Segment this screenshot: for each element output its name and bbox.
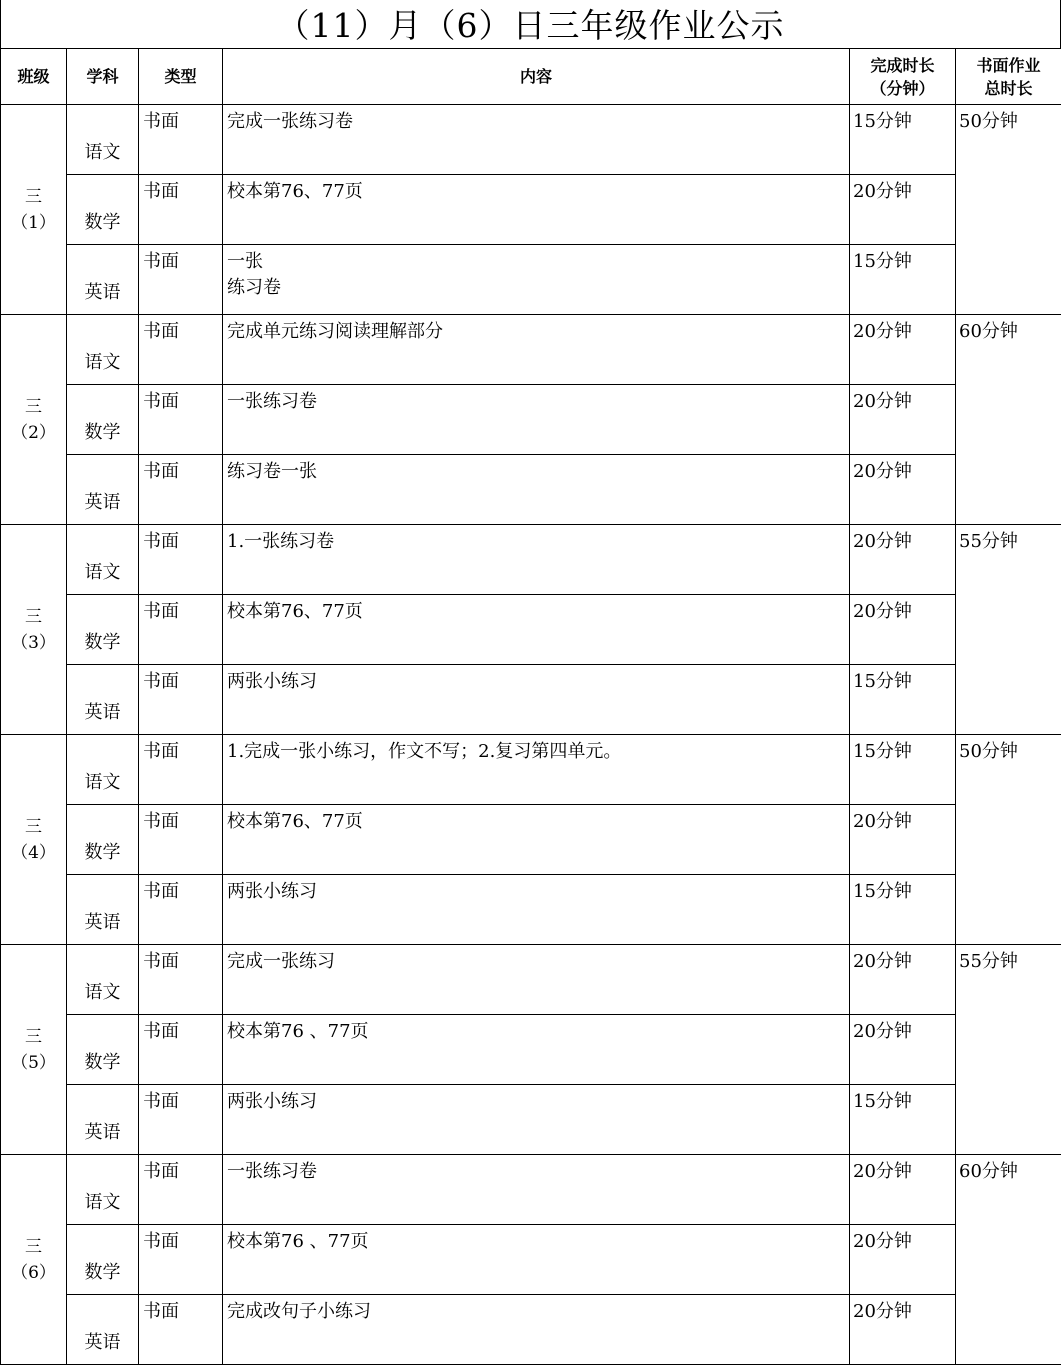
class-cell <box>1 735 67 945</box>
subject-cell: 数学 <box>67 595 139 665</box>
subject-cell: 数学 <box>67 1225 139 1295</box>
table-row <box>1 595 1061 665</box>
class-number: （3） <box>11 632 56 653</box>
duration-cell: 20分钟 <box>850 455 956 525</box>
subject-cell: 语文 <box>67 1155 139 1225</box>
header-class: 班级 <box>1 49 67 105</box>
table-row <box>1 525 1061 595</box>
header-duration-line2: （分钟） <box>870 78 935 98</box>
type-cell: 书面 <box>139 1085 223 1155</box>
class-grade: 三 <box>25 816 42 837</box>
table-row <box>1 175 1061 245</box>
type-cell: 书面 <box>139 525 223 595</box>
table-row <box>1 315 1061 385</box>
content-cell <box>223 315 850 385</box>
duration-cell: 20分钟 <box>850 385 956 455</box>
table-row <box>1 1225 1061 1295</box>
type-cell: 书面 <box>139 1295 223 1365</box>
content-line: 练习卷 <box>227 277 281 298</box>
duration-cell: 15分钟 <box>850 735 956 805</box>
type-cell: 书面 <box>139 455 223 525</box>
type-cell: 书面 <box>139 175 223 245</box>
header-total-line2: 总时长 <box>984 78 1033 98</box>
content-line: 一张 <box>227 251 263 272</box>
subject-cell: 英语 <box>67 875 139 945</box>
subject-cell: 语文 <box>67 525 139 595</box>
table-body <box>1 105 1061 1365</box>
duration-cell: 20分钟 <box>850 1155 956 1225</box>
table-row <box>1 1015 1061 1085</box>
duration-cell: 20分钟 <box>850 1295 956 1365</box>
content-line: 练习卷一张 <box>227 461 317 482</box>
subject-cell: 语文 <box>67 105 139 175</box>
table-row <box>1 455 1061 525</box>
class-cell <box>1 525 67 735</box>
table-row <box>1 665 1061 735</box>
duration-cell: 20分钟 <box>850 805 956 875</box>
content-cell <box>223 1015 850 1085</box>
subject-cell: 数学 <box>67 1015 139 1085</box>
duration-cell: 20分钟 <box>850 1225 956 1295</box>
header-subject: 学科 <box>67 49 139 105</box>
content-cell <box>223 385 850 455</box>
total-duration-cell: 60分钟 <box>956 315 1061 525</box>
type-cell: 书面 <box>139 665 223 735</box>
table-row <box>1 805 1061 875</box>
header-content: 内容 <box>223 49 850 105</box>
content-line: 两张小练习 <box>227 881 317 902</box>
content-line: 校本第76、77页 <box>227 811 363 832</box>
content-cell <box>223 595 850 665</box>
class-grade: 三 <box>25 396 42 417</box>
header-type: 类型 <box>139 49 223 105</box>
type-cell: 书面 <box>139 945 223 1015</box>
table-header-row <box>1 49 1061 105</box>
duration-cell: 15分钟 <box>850 1085 956 1155</box>
class-cell <box>1 105 67 315</box>
subject-cell: 数学 <box>67 385 139 455</box>
total-duration-cell: 55分钟 <box>956 945 1061 1155</box>
content-line: 校本第76 、77页 <box>227 1231 369 1252</box>
duration-cell: 20分钟 <box>850 175 956 245</box>
content-cell <box>223 875 850 945</box>
duration-cell: 20分钟 <box>850 1015 956 1085</box>
content-line: 两张小练习 <box>227 671 317 692</box>
content-line: 完成单元练习阅读理解部分 <box>227 321 443 342</box>
content-cell <box>223 1085 850 1155</box>
content-cell <box>223 1155 850 1225</box>
content-cell <box>223 665 850 735</box>
homework-table <box>0 48 1061 1365</box>
class-number: （6） <box>11 1262 56 1283</box>
total-duration-cell: 50分钟 <box>956 105 1061 315</box>
table-row <box>1 245 1061 315</box>
header-duration-line1: 完成时长 <box>870 55 935 75</box>
duration-cell: 15分钟 <box>850 665 956 735</box>
content-cell <box>223 945 850 1015</box>
table-row <box>1 945 1061 1015</box>
table-row <box>1 735 1061 805</box>
content-cell <box>223 1295 850 1365</box>
content-line: 完成一张练习卷 <box>227 111 353 132</box>
class-cell <box>1 1155 67 1365</box>
subject-cell: 数学 <box>67 175 139 245</box>
duration-cell: 15分钟 <box>850 245 956 315</box>
duration-cell: 15分钟 <box>850 875 956 945</box>
table-row <box>1 385 1061 455</box>
content-line: 完成改句子小练习 <box>227 1301 371 1322</box>
duration-cell: 20分钟 <box>850 595 956 665</box>
class-grade: 三 <box>25 1026 42 1047</box>
subject-cell: 英语 <box>67 665 139 735</box>
header-total-line1: 书面作业 <box>976 55 1041 75</box>
content-cell <box>223 525 850 595</box>
class-grade: 三 <box>25 186 42 207</box>
content-line: 两张小练习 <box>227 1091 317 1112</box>
content-line: 1.完成一张小练习，作文不写；2.复习第四单元。 <box>227 741 622 762</box>
content-cell <box>223 1225 850 1295</box>
table-row <box>1 1085 1061 1155</box>
class-number: （5） <box>11 1052 56 1073</box>
table-row <box>1 1295 1061 1365</box>
content-cell <box>223 735 850 805</box>
type-cell: 书面 <box>139 805 223 875</box>
subject-cell: 语文 <box>67 315 139 385</box>
class-grade: 三 <box>25 606 42 627</box>
content-line: 校本第76、77页 <box>227 601 363 622</box>
type-cell: 书面 <box>139 735 223 805</box>
content-cell <box>223 455 850 525</box>
content-cell <box>223 245 850 315</box>
total-duration-cell: 60分钟 <box>956 1155 1061 1365</box>
type-cell: 书面 <box>139 595 223 665</box>
subject-cell: 英语 <box>67 1085 139 1155</box>
type-cell: 书面 <box>139 875 223 945</box>
total-duration-cell: 55分钟 <box>956 525 1061 735</box>
duration-cell: 20分钟 <box>850 525 956 595</box>
content-line: 校本第76 、77页 <box>227 1021 369 1042</box>
content-line: 完成一张练习 <box>227 951 335 972</box>
subject-cell: 语文 <box>67 945 139 1015</box>
class-number: （4） <box>11 842 56 863</box>
duration-cell: 20分钟 <box>850 315 956 385</box>
page-title: （11）月（6）日三年级作业公示 <box>0 0 1061 48</box>
subject-cell: 数学 <box>67 805 139 875</box>
header-duration <box>850 49 956 105</box>
class-cell <box>1 315 67 525</box>
class-number: （2） <box>11 422 56 443</box>
content-cell <box>223 175 850 245</box>
class-number: （1） <box>11 212 56 233</box>
class-grade: 三 <box>25 1236 42 1257</box>
type-cell: 书面 <box>139 1225 223 1295</box>
total-duration-cell: 50分钟 <box>956 735 1061 945</box>
type-cell: 书面 <box>139 315 223 385</box>
subject-cell: 英语 <box>67 1295 139 1365</box>
type-cell: 书面 <box>139 1015 223 1085</box>
table-row <box>1 875 1061 945</box>
header-total <box>956 49 1061 105</box>
type-cell: 书面 <box>139 105 223 175</box>
content-cell <box>223 105 850 175</box>
content-line: 一张练习卷 <box>227 391 317 412</box>
table-row <box>1 1155 1061 1225</box>
subject-cell: 英语 <box>67 455 139 525</box>
content-cell <box>223 805 850 875</box>
table-row <box>1 105 1061 175</box>
type-cell: 书面 <box>139 1155 223 1225</box>
type-cell: 书面 <box>139 245 223 315</box>
content-line: 校本第76、77页 <box>227 181 363 202</box>
type-cell: 书面 <box>139 385 223 455</box>
subject-cell: 语文 <box>67 735 139 805</box>
duration-cell: 20分钟 <box>850 945 956 1015</box>
content-line: 1.一张练习卷 <box>227 531 335 552</box>
class-cell <box>1 945 67 1155</box>
duration-cell: 15分钟 <box>850 105 956 175</box>
subject-cell: 英语 <box>67 245 139 315</box>
content-line: 一张练习卷 <box>227 1161 317 1182</box>
